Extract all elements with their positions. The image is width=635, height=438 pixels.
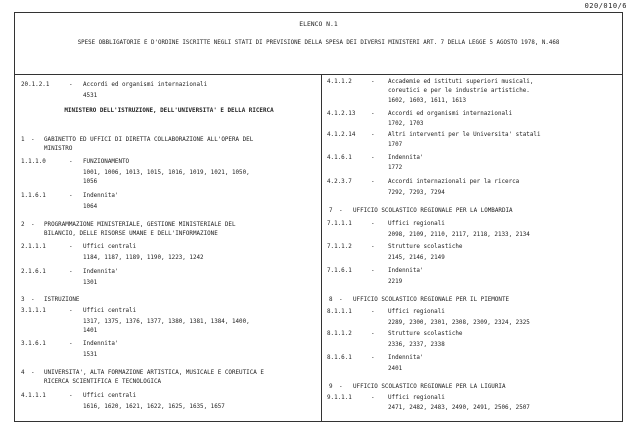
section-number: 9 <box>329 384 333 390</box>
item-text: Uffici centrali <box>83 244 137 250</box>
item-code: 7.1.1.1 <box>327 221 352 227</box>
item-code: 4.1.1.1 <box>21 393 46 399</box>
item-numbers: 4531 <box>83 93 98 99</box>
item-code: 1.1.6.1 <box>21 193 46 199</box>
item-numbers: 2471, 2482, 2483, 2490, 2491, 2506, 2507 <box>388 405 530 411</box>
item-text: Indennita' <box>83 269 119 275</box>
item-code: 2.1.6.1 <box>21 269 46 275</box>
item-numbers: 1616, 1620, 1621, 1622, 1625, 1635, 1657 <box>83 404 225 410</box>
section-number: 2 <box>21 222 25 228</box>
item-dash: - <box>371 355 375 361</box>
item-text: Uffici regionali <box>388 395 445 401</box>
item-text: Altri interventi per le Universita' statali <box>388 132 541 138</box>
item-numbers: 2336, 2337, 2338 <box>388 342 445 348</box>
item-text: Indennita' <box>83 193 119 199</box>
item-text-cont: coreutici e per le industrie artistiche. <box>388 87 530 94</box>
item-code: 9.1.1.1 <box>327 395 352 401</box>
item-numbers: 1317, 1375, 1376, 1377, 1380, 1381, 1384, 1400, <box>83 319 250 325</box>
item-dash: - <box>69 159 73 165</box>
item-code: 4.1.2.14 <box>327 132 356 138</box>
ministry-heading: MINISTERO DELL'ISTRUZIONE, DELL'UNIVERSITA' E DELLA RICERCA <box>64 108 274 114</box>
item-code: 8.1.1.2 <box>327 331 352 337</box>
item-dash: - <box>371 309 375 315</box>
item-dash: - <box>371 331 375 337</box>
left-column <box>21 74 317 421</box>
item-dash: - <box>371 268 375 274</box>
section-number: 1 <box>21 137 25 143</box>
document-frame <box>14 12 623 422</box>
item-dash: - <box>69 341 73 347</box>
item-code: 4.1.6.1 <box>327 155 352 161</box>
item-numbers: 1001, 1006, 1013, 1015, 1016, 1019, 1021, 1050, <box>83 170 250 176</box>
item-numbers: 1184, 1187, 1189, 1190, 1223, 1242 <box>83 255 204 261</box>
item-numbers: 1602, 1603, 1611, 1613 <box>388 98 467 104</box>
item-text: FUNZIONAMENTO <box>83 159 130 165</box>
section-text-cont: BILANCIO, DELLE RISORSE UMANE E DELL'INFORMAZIONE <box>44 230 218 237</box>
item-dash: - <box>69 269 73 275</box>
item-code: 7.1.6.1 <box>327 268 352 274</box>
section-text-cont: MINISTRO <box>44 145 73 152</box>
section-number: 4 <box>21 370 25 376</box>
section-number: 3 <box>21 297 25 303</box>
item-numbers: 2145, 2146, 2149 <box>388 255 445 261</box>
item-code: 4.2.3.7 <box>327 179 352 185</box>
item-dash: - <box>69 244 73 250</box>
item-numbers: 2098, 2109, 2110, 2117, 2118, 2133, 2134 <box>388 232 530 238</box>
item-text: Indennita' <box>388 155 424 161</box>
item-text: Uffici regionali <box>388 221 445 227</box>
item-text: Accordi ed organismi internazionali <box>83 82 208 88</box>
item-dash: - <box>69 308 73 314</box>
section-dash: - <box>31 137 35 143</box>
section-dash: - <box>31 222 35 228</box>
section-text: UFFICIO SCOLASTICO REGIONALE PER IL PIEMONTE <box>353 297 510 303</box>
item-text: Strutture scolastiche <box>388 331 463 337</box>
item-dash: - <box>371 79 375 85</box>
item-code: 7.1.1.2 <box>327 244 352 250</box>
item-text: Uffici centrali <box>83 308 137 314</box>
item-numbers: 1702, 1703 <box>388 121 424 127</box>
section-dash: - <box>339 297 343 303</box>
item-text: Indennita' <box>83 341 119 347</box>
item-code: 20.1.2.1 <box>21 82 50 88</box>
item-code: 4.1.1.2 <box>327 79 352 85</box>
section-text: PROGRAMMAZIONE MINISTERIALE, GESTIONE MINISTERIALE DEL <box>44 222 236 228</box>
section-dash: - <box>31 297 35 303</box>
item-dash: - <box>69 393 73 399</box>
item-dash: - <box>69 193 73 199</box>
item-numbers: 1772 <box>388 165 403 171</box>
section-text: UFFICIO SCOLASTICO REGIONALE PER LA LIGURIA <box>353 384 506 390</box>
item-code: 2.1.1.1 <box>21 244 46 250</box>
section-dash: - <box>339 208 343 214</box>
item-text: Indennita' <box>388 355 424 361</box>
item-text: Strutture scolastiche <box>388 244 463 250</box>
item-numbers: 2401 <box>388 366 403 372</box>
item-text: Accordi ed organismi internazionali <box>388 111 513 117</box>
item-dash: - <box>69 82 73 88</box>
item-dash: - <box>371 155 375 161</box>
item-text: Uffici centrali <box>83 393 137 399</box>
right-column <box>327 74 619 421</box>
item-code: 3.1.6.1 <box>21 341 46 347</box>
item-numbers: 2219 <box>388 279 403 285</box>
item-numbers: 1301 <box>83 280 98 286</box>
item-numbers: 1531 <box>83 352 98 358</box>
item-dash: - <box>371 221 375 227</box>
section-dash: - <box>31 370 35 376</box>
page-number: 020/010/6 <box>584 2 627 10</box>
item-numbers: 1707 <box>388 142 403 148</box>
item-numbers: 1064 <box>83 204 98 210</box>
item-numbers-cont: 1401 <box>83 327 98 334</box>
section-number: 7 <box>329 208 333 214</box>
item-numbers-cont: 1056 <box>83 178 98 185</box>
section-text-cont: RICERCA SCIENTIFICA E TECNOLOGICA <box>44 378 162 385</box>
item-dash: - <box>371 395 375 401</box>
document-subtitle: SPESE OBBLIGATORIE E D'ORDINE ISCRITTE NEGLI STATI DI PREVISIONE DELLA SPESA DEI DIVERSI MINISTERI ART. 7 DELLA LEGGE 5 AGOSTO 1978, N.468 <box>77 40 560 46</box>
item-dash: - <box>371 244 375 250</box>
item-text: Uffici regionali <box>388 309 445 315</box>
item-numbers: 7292, 7293, 7294 <box>388 190 445 196</box>
item-code: 8.1.1.1 <box>327 309 352 315</box>
section-text: ISTRUZIONE <box>44 297 80 303</box>
item-text: Indennita' <box>388 268 424 274</box>
item-code: 4.1.2.13 <box>327 111 356 117</box>
section-dash: - <box>339 384 343 390</box>
document-title: ELENCO N.1 <box>299 20 338 28</box>
column-divider <box>321 74 322 421</box>
item-dash: - <box>371 179 375 185</box>
item-dash: - <box>371 132 375 138</box>
section-text: UNIVERSITA', ALTA FORMAZIONE ARTISTICA, MUSICALE E COREUTICA E <box>44 370 264 376</box>
item-text: Accademie ed istituti superiori musicali, <box>388 79 534 85</box>
document-header <box>15 13 622 75</box>
item-dash: - <box>371 111 375 117</box>
item-code: 8.1.6.1 <box>327 355 352 361</box>
section-text: UFFICIO SCOLASTICO REGIONALE PER LA LOMBARDIA <box>353 208 513 214</box>
item-numbers: 2289, 2300, 2301, 2308, 2309, 2324, 2325 <box>388 320 530 326</box>
item-text: Accordi internazionali per la ricerca <box>388 179 520 185</box>
item-code: 1.1.1.0 <box>21 159 46 165</box>
section-number: 8 <box>329 297 333 303</box>
section-text: GABINETTO ED UFFICI DI DIRETTA COLLABORAZIONE ALL'OPERA DEL <box>44 137 254 143</box>
item-code: 3.1.1.1 <box>21 308 46 314</box>
